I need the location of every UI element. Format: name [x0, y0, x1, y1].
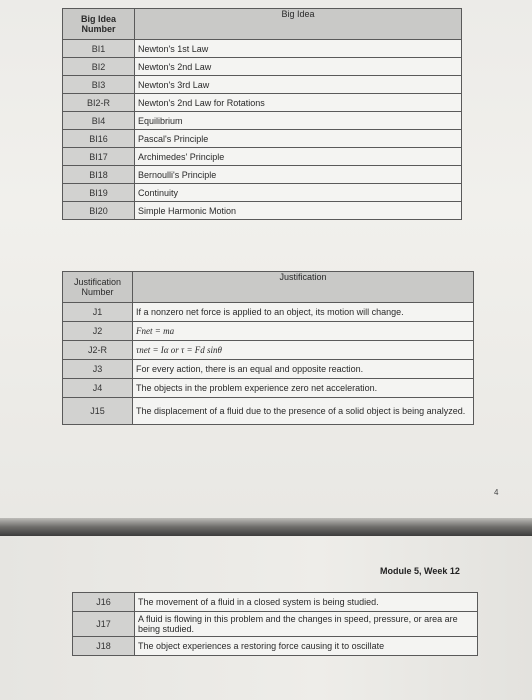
table-row	[63, 379, 474, 398]
table-row	[63, 40, 462, 58]
big-idea-code: BI1	[63, 40, 135, 58]
big-idea-text: Archimedes' Principle	[135, 148, 462, 166]
big-idea-code: BI18	[63, 166, 135, 184]
module-header: Module 5, Week 12	[380, 566, 460, 576]
justification-table-continued	[72, 592, 478, 656]
justification-text: For every action, there is an equal and opposite reaction.	[133, 360, 474, 379]
justification-code: J2	[63, 322, 133, 341]
page-number: 4	[494, 488, 499, 497]
table-row	[63, 341, 474, 360]
table-row	[63, 112, 462, 130]
big-idea-text: Equilibrium	[135, 112, 462, 130]
table-header-row	[63, 9, 462, 40]
big-idea-text: Newton's 1st Law	[135, 40, 462, 58]
table-row	[63, 360, 474, 379]
justification-code: J2-R	[63, 341, 133, 360]
header-justification-number: Justification Number	[63, 272, 133, 303]
page-gap	[0, 518, 532, 536]
justification-code: J3	[63, 360, 133, 379]
justification-text: If a nonzero net force is applied to an object, its motion will change.	[133, 303, 474, 322]
big-idea-code: BI2	[63, 58, 135, 76]
table-row	[73, 593, 478, 612]
table-row	[63, 76, 462, 94]
table-row	[63, 58, 462, 76]
justification-text: The object experiences a restoring force causing it to oscillate	[135, 637, 478, 656]
big-idea-code: BI20	[63, 202, 135, 220]
table-row	[63, 130, 462, 148]
table-row	[63, 166, 462, 184]
justification-text: The objects in the problem experience zero net acceleration.	[133, 379, 474, 398]
table-row	[73, 637, 478, 656]
big-idea-text: Simple Harmonic Motion	[135, 202, 462, 220]
big-idea-text: Pascal's Principle	[135, 130, 462, 148]
header-justification: Justification	[133, 272, 474, 303]
justification-text: The movement of a fluid in a closed system is being studied.	[135, 593, 478, 612]
big-idea-text: Bernoulli's Principle	[135, 166, 462, 184]
table-row	[63, 303, 474, 322]
justification-code: J18	[73, 637, 135, 656]
big-idea-code: BI19	[63, 184, 135, 202]
header-big-idea: Big Idea	[135, 9, 462, 40]
big-idea-text: Newton's 2nd Law	[135, 58, 462, 76]
big-idea-text: Newton's 2nd Law for Rotations	[135, 94, 462, 112]
table-row	[63, 202, 462, 220]
justification-text: A fluid is flowing in this problem and the changes in speed, pressure, or area are being studied.	[135, 612, 478, 637]
big-idea-code: BI4	[63, 112, 135, 130]
justification-code: J16	[73, 593, 135, 612]
big-idea-text: Newton's 3rd Law	[135, 76, 462, 94]
justification-text: The displacement of a fluid due to the presence of a solid object is being analyzed.	[133, 398, 474, 425]
table-row	[63, 148, 462, 166]
justification-equation: Fnet = ma	[133, 322, 474, 341]
big-idea-code: BI3	[63, 76, 135, 94]
table-header-row	[63, 272, 474, 303]
big-idea-code: BI17	[63, 148, 135, 166]
table-row	[63, 94, 462, 112]
table-row	[73, 612, 478, 637]
justification-code: J17	[73, 612, 135, 637]
big-idea-text: Continuity	[135, 184, 462, 202]
table-row	[63, 184, 462, 202]
justification-code: J1	[63, 303, 133, 322]
justification-code: J15	[63, 398, 133, 425]
justification-equation: τnet = Iα or τ = Fd sinθ	[133, 341, 474, 360]
table-row	[63, 398, 474, 425]
justification-code: J4	[63, 379, 133, 398]
justification-table	[62, 271, 474, 425]
big-idea-table	[62, 8, 462, 220]
table-row	[63, 322, 474, 341]
big-idea-code: BI2-R	[63, 94, 135, 112]
big-idea-code: BI16	[63, 130, 135, 148]
header-big-idea-number: Big Idea Number	[63, 9, 135, 40]
